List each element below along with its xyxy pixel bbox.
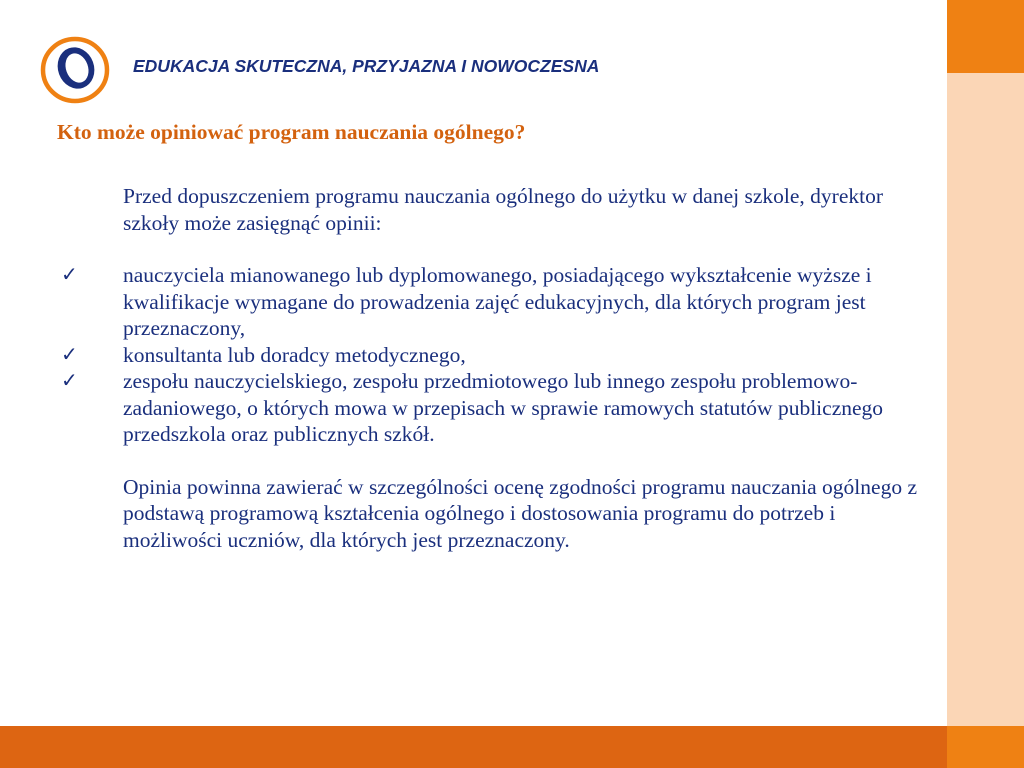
checkmark-icon: ✓ [61, 370, 78, 392]
bullet-text: zespołu nauczycielskiego, zespołu przedmiotowego lub innego zespołu problemowo-zadaniowego, o których mowa w przepisach w sprawie ramowych statutów publicznego przedszkola oraz publicznych szkół. [123, 369, 884, 446]
right-decor-top-block [947, 0, 1024, 73]
checkmark-icon: ✓ [61, 343, 78, 366]
bottom-decor-bar [0, 726, 947, 768]
bullet-text: nauczyciela mianowanego lub dyplomowanego, posiadającego wykształcenie wyższe i kwalifikacje wymagane do prowadzenia zajęć edukacyjnych, dla których program jest przeznaczony, [123, 263, 872, 340]
list-item [61, 262, 923, 342]
right-decor-strip [947, 0, 1024, 768]
closing-paragraph: Opinia powinna zawierać w szczególności ocenę zgodności programu nauczania ogólnego z podstawą programową kształcenia ogólnego i dostosowania programu do potrzeb i możliwości uczniów, dla których jest przeznaczony. [123, 474, 917, 552]
intro-paragraph: Przed dopuszczeniem programu nauczania ogólnego do użytku w danej szkole, dyrektor szkoły może zasięgnąć opinii: [123, 184, 884, 235]
list-item [61, 342, 923, 369]
header-title: EDUKACJA SKUTECZNA, PRZYJAZNA I NOWOCZESNA [133, 56, 600, 76]
slide-content [61, 183, 923, 553]
list-item [61, 368, 923, 448]
right-decor-bottom-block [947, 726, 1024, 768]
bullet-text: konsultanta lub doradcy metodycznego, [123, 342, 466, 367]
checkmark-icon: ✓ [61, 264, 78, 286]
slide-title: Kto może opiniować program nauczania ogólnego? [57, 120, 526, 144]
bullet-list [61, 262, 923, 448]
logo-icon [40, 36, 110, 104]
